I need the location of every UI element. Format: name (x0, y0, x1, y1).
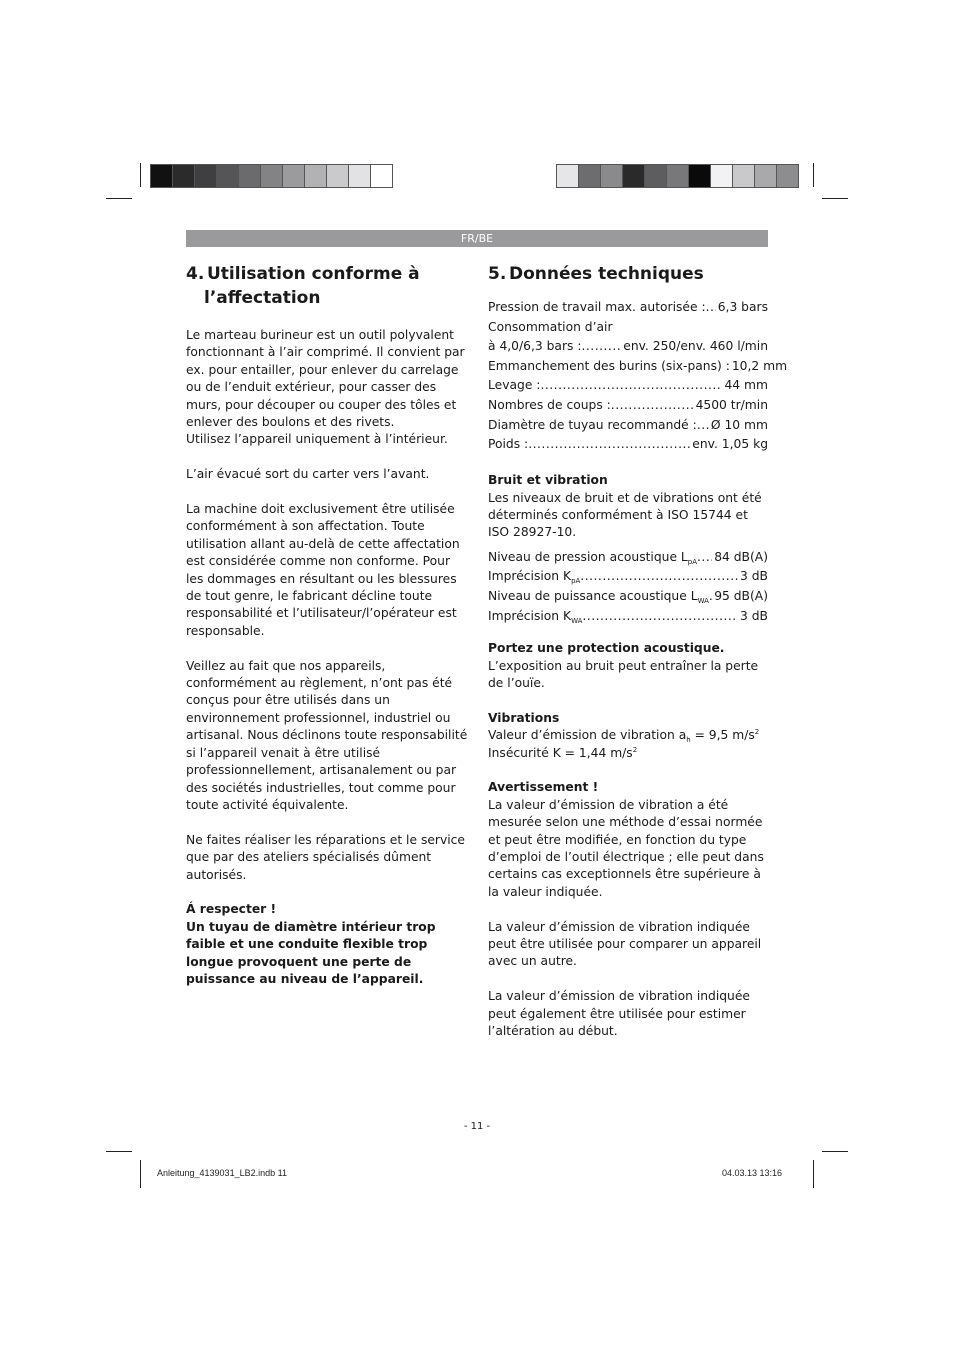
technical-specs-list (488, 298, 788, 455)
noise-row (488, 607, 768, 627)
color-swatch (732, 164, 755, 188)
color-swatch (194, 164, 217, 188)
paragraph: Les niveaux de bruit et de vibrations ont été déterminés conformément à ISO 15744 et ISO 28927-10. (488, 490, 762, 540)
paragraph: Ne faites réaliser les réparations et le service que par des ateliers spécialisés dûment autorisés. (186, 832, 465, 882)
color-swatch (150, 164, 173, 188)
subheading: Portez une protection acoustique. (488, 641, 725, 656)
noise-row (488, 567, 768, 587)
section-title-line2: l’affectation (204, 288, 321, 308)
crop-mark (140, 163, 141, 187)
spec-label: à 4,0/6,3 bars : (488, 339, 582, 354)
paragraph: L’air évacué sort du carter vers l’avant. (186, 467, 430, 482)
spec-row (488, 318, 768, 338)
spec-value: 44 mm (724, 378, 768, 393)
noise-label: Niveau de puissance acoustique $L_{WA}$ (488, 588, 709, 605)
crop-mark (140, 1160, 141, 1188)
spec-row (488, 416, 768, 436)
color-swatch (304, 164, 327, 188)
crop-mark (813, 1160, 814, 1188)
leader-dots (611, 396, 694, 416)
color-swatch (348, 164, 371, 188)
paragraph: Utilisez l’appareil uniquement à l’intérieur. (186, 432, 448, 447)
language-code: FR/BE (460, 232, 494, 245)
spec-row (488, 337, 768, 357)
vibration-value-line: Valeur d’émission de vibration $a_h = 9,5$ $m/s^2$ (488, 728, 760, 745)
color-swatch (556, 164, 579, 188)
noise-label: Imprécision $K_{pA}$ (488, 569, 581, 586)
spec-label: Diamètre de tuyau recommandé : (488, 417, 697, 432)
crop-mark (106, 198, 132, 199)
section-number: 4. (186, 264, 205, 284)
spec-row (488, 435, 768, 455)
paragraph: La valeur d’émission de vibration indiquée peut être utilisée pour comparer un appareil avec un autre. (488, 919, 762, 969)
spec-row (488, 396, 768, 416)
color-swatch (172, 164, 195, 188)
paragraph: La valeur d’émission de vibration indiquée peut également être utilisée pour estimer l’altération au début. (488, 989, 750, 1039)
section-title: Données techniques (509, 264, 704, 284)
paragraph: Le marteau burineur est un outil polyvalent fonctionnant à l’air comprimé. Il convient par ex. pour entailler, pour enlever du carrelage ou de l’enduit extérieur, pour casser des murs, pour découper ou couper des tôles et enlever des boulons et des rivets. (186, 328, 465, 430)
color-calibration-bar-left (150, 164, 392, 188)
color-swatch (260, 164, 283, 188)
spec-value: Ø 10 mm (710, 417, 768, 432)
color-swatch (282, 164, 305, 188)
footer-timestamp: 04.03.13 13:16 (722, 1168, 783, 1178)
spec-label: Poids : (488, 437, 529, 452)
leader-dots (706, 298, 716, 318)
crop-mark (106, 1151, 132, 1152)
crop-mark (822, 1151, 848, 1152)
color-swatch (238, 164, 261, 188)
spec-label: Consommation d’air (488, 319, 613, 334)
vibration-uncertainty-line: Insécurité K = 1,44 $m/s^2$ (488, 745, 638, 760)
subheading: Vibrations (488, 710, 560, 725)
spec-row (488, 298, 768, 318)
color-swatch (370, 164, 393, 188)
noise-row (488, 587, 768, 607)
noise-value: 3 dB (740, 608, 768, 623)
note-text: Un tuyau de diamètre intérieur trop faible et une conduite flexible trop longue provoquent une perte de puissance au niveau de l’appareil. (186, 919, 436, 986)
color-swatch (688, 164, 711, 188)
color-swatch (710, 164, 733, 188)
subheading: Avertissement ! (488, 780, 599, 795)
leader-dots (540, 376, 722, 396)
color-swatch (326, 164, 349, 188)
language-header-bar (186, 230, 768, 247)
leader-dots (697, 548, 712, 568)
leader-dots (581, 337, 621, 357)
noise-label: Imprécision $K_{WA}$ (488, 608, 583, 625)
crop-mark (822, 198, 848, 199)
spec-label: Pression de travail max. autorisée : (488, 300, 706, 314)
spec-value: env. 1,05 kg (692, 437, 768, 452)
noise-value: 3 dB (740, 569, 768, 584)
section-5-title (488, 262, 768, 286)
crop-mark (813, 163, 814, 187)
section-number: 5. (488, 264, 507, 284)
color-swatch (666, 164, 689, 188)
paragraph: La machine doit exclusivement être utilisée conformément à son affectation. Toute utilisation allant au-delà de cette affectation est considérée comme non conforme. Pour les dommages en résultant ou les blessures de tout genre, le fabricant décline toute responsabilité et l’utilisateur/l’opérateur est responsable. (186, 502, 460, 638)
paragraph: Veillez au fait que nos appareils, conformément au règlement, n’ont pas été conçus pour être utilisés dans un environnement professionnel, industriel ou artisanal. Nous déclinons toute responsabilité si l’appareil venait à être utilisé professionnellement, artisanalement ou par des sociétés industrielles, tout comme pour toute activité équivalente. (186, 658, 468, 812)
spec-value: 6,3 bars (717, 300, 768, 314)
color-swatch (776, 164, 799, 188)
color-swatch (600, 164, 623, 188)
noise-label: Niveau de pression acoustique $L_{pA}$ (488, 549, 698, 566)
noise-row (488, 548, 768, 568)
section-title-line1: Utilisation conforme à (207, 264, 420, 284)
section-5-column (488, 262, 788, 1040)
noise-value: 95 dB(A) (714, 588, 768, 603)
color-swatch (578, 164, 601, 188)
spec-label: Emmanchement des burins (six-pans) : (488, 358, 730, 373)
spec-value: env. 250/env. 460 l/min (623, 339, 768, 354)
leader-dots (582, 607, 738, 627)
spec-row (488, 376, 768, 396)
leader-dots (580, 567, 738, 587)
spec-label: Levage : (488, 378, 541, 393)
spec-value: 10,2 mm (731, 358, 788, 373)
section-4-column (186, 262, 468, 988)
leader-dots (528, 435, 690, 455)
paragraph: L’exposition au bruit peut entraîner la perte de l’ouïe. (488, 658, 759, 690)
color-swatch (622, 164, 645, 188)
noise-value: 84 dB(A) (714, 549, 768, 564)
leader-dots (697, 416, 709, 436)
color-swatch (216, 164, 239, 188)
color-swatch (644, 164, 667, 188)
spec-row (488, 357, 788, 377)
color-calibration-bar-right (556, 164, 798, 188)
footer-filename: Anleitung_4139031_LB2.indb 11 (157, 1168, 287, 1178)
page-number: - 11 - (463, 1121, 491, 1132)
subheading: Bruit et vibration (488, 473, 608, 488)
noise-values-list (488, 548, 768, 626)
spec-value: 4500 tr/min (695, 397, 768, 412)
spec-label: Nombres de coups : (488, 397, 611, 412)
note-title: Á respecter ! (186, 902, 277, 917)
section-4-title (186, 262, 468, 310)
color-swatch (754, 164, 777, 188)
paragraph: La valeur d’émission de vibration a été mesurée selon une méthode d’essai normée et peut être modifiée, en fonction du type d’emploi de l’outil électrique ; elle peut dans certains cas exceptionnels être supérieure à la valeur indiquée. (488, 797, 764, 899)
